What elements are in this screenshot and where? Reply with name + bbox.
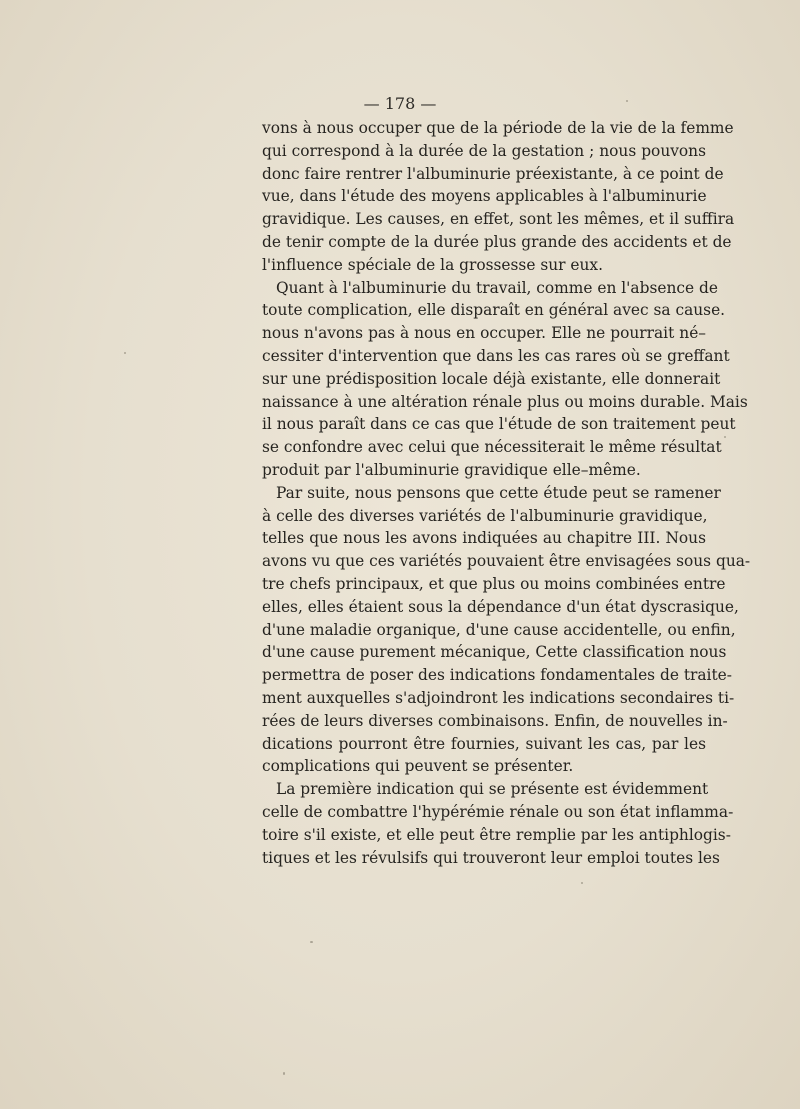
text-line: nous n'avons pas à nous en occuper. Elle ne pourrait né–	[262, 324, 706, 343]
paragraph	[262, 277, 748, 482]
text-line: La première indication qui se présente est évidemment	[276, 780, 709, 799]
text-line: telles que nous les avons indiquées au chapitre III. Nous	[262, 529, 706, 548]
text-line: rées de leurs diverses combinaisons. Enfin, de nouvelles in-	[262, 711, 728, 730]
text-line: l'influence spéciale de la grossesse sur eux.	[262, 255, 603, 274]
text-line: tiques et les révulsifs qui trouveront leur emploi toutes les	[262, 848, 720, 867]
text-line: cessiter d'intervention que dans les cas rares où se greffant	[262, 346, 730, 365]
text-line: tre chefs principaux, et que plus ou moins combinées entre	[262, 574, 726, 593]
paragraph	[262, 117, 735, 277]
text-line: complications qui peuvent se présenter.	[262, 757, 574, 776]
paragraph	[262, 778, 734, 869]
text-line: donc faire rentrer l'albuminurie préexistante, à ce point de	[262, 164, 724, 183]
text-line: de tenir compte de la durée plus grande des accidents et de	[262, 232, 732, 251]
text-line: se confondre avec celui que nécessiterait le même résultat	[262, 438, 722, 457]
text-line: il nous paraît dans ce cas que l'étude de son traitement peut	[262, 415, 736, 434]
text-line: avons vu que ces variétés pouvaient être envisagées sous qua-	[262, 552, 751, 571]
text-line: sur une prédisposition locale déjà existante, elle donnerait	[262, 369, 721, 388]
page-number: — 178 —	[363, 94, 437, 113]
text-line: vons à nous occuper que de la période de la vie de la femme	[262, 119, 734, 137]
text-line: toire s'il existe, et elle peut être remplie par les antiphlogis-	[262, 825, 731, 844]
text-line: celle de combattre l'hypérémie rénale ou son état inflamma-	[262, 802, 734, 821]
paper-speck	[724, 436, 726, 438]
text-line: permettra de poser des indications fondamentales de traite-	[262, 666, 732, 685]
text-line: produit par l'albuminurie gravidique elle–même.	[262, 460, 641, 479]
paper-speck	[581, 882, 583, 884]
paper-speck	[283, 1072, 285, 1075]
text-line: Par suite, nous pensons que cette étude peut se ramener	[276, 483, 721, 502]
body-text	[262, 117, 751, 869]
text-line: dications pourront être fournies, suivant les cas, par les	[262, 734, 706, 753]
paper-speck	[626, 100, 628, 102]
paper-speck	[124, 352, 126, 354]
text-line: d'une cause purement mécanique, Cette classification nous	[262, 643, 727, 662]
text-line: vue, dans l'étude des moyens applicables à l'albuminurie	[262, 187, 707, 206]
text-line: naissance à une altération rénale plus ou moins durable. Mais	[262, 392, 748, 411]
paragraph	[262, 482, 751, 778]
text-line: qui correspond à la durée de la gestation ; nous pouvons	[262, 141, 706, 160]
text-line: d'une maladie organique, d'une cause accidentelle, ou enfin,	[262, 620, 736, 639]
text-line: à celle des diverses variétés de l'albuminurie gravidique,	[262, 506, 708, 525]
text-line: elles, elles étaient sous la dépendance d'un état dyscrasique,	[262, 597, 739, 616]
text-line: ment auxquelles s'adjoindront les indications secondaires ti-	[262, 688, 735, 707]
text-line: gravidique. Les causes, en effet, sont les mêmes, et il suffira	[262, 210, 735, 229]
text-line: toute complication, elle disparaît en général avec sa cause.	[262, 301, 726, 320]
paper-speck	[310, 941, 313, 943]
text-line: Quant à l'albuminurie du travail, comme en l'absence de	[276, 278, 718, 297]
